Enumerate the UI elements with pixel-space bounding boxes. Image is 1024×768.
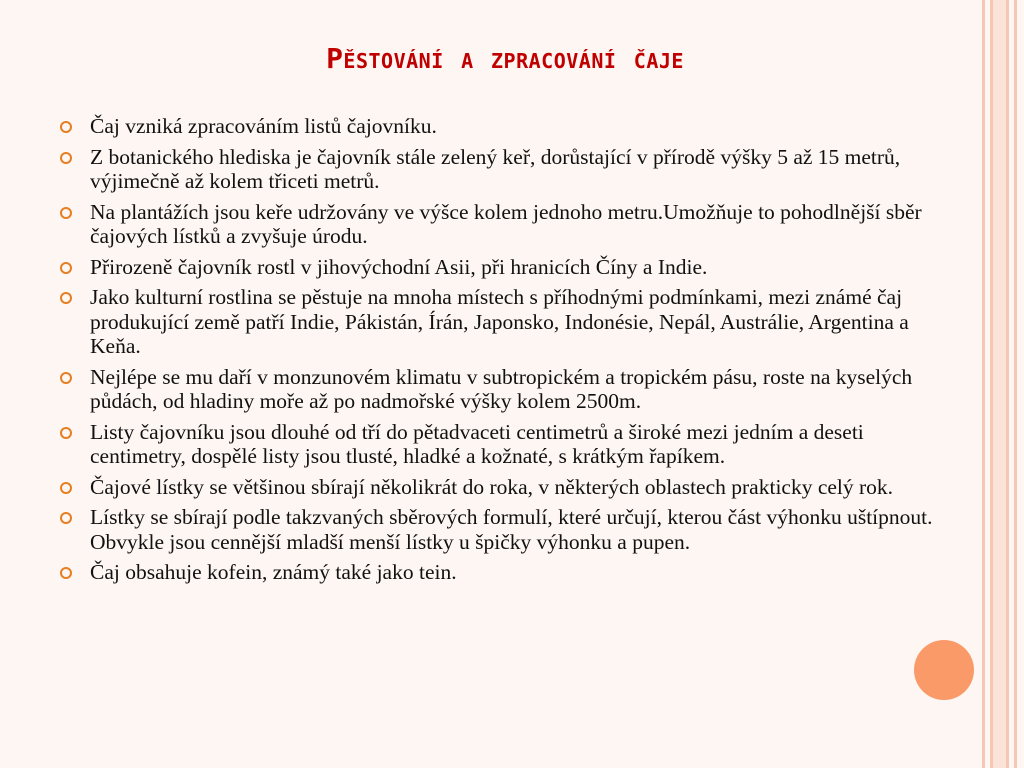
bullet-text: Na plantážích jsou keře udržovány ve výšce kolem jednoho metru.Umožňuje to pohodlnější sběr čajových lístků a zvyšuje úrodu. xyxy=(90,199,922,248)
hollow-circle-bullet-icon xyxy=(60,152,72,164)
bullet-text: Listy čajovníku jsou dlouhé od tří do pětadvaceti centimetrů a široké mezi jedním a deseti centimetry, dospělé listy jsou tlusté, hladké a kožnaté, s krátkým řapíkem. xyxy=(90,419,864,468)
bullet-item xyxy=(60,420,960,469)
bullet-list xyxy=(60,114,960,591)
hollow-circle-bullet-icon xyxy=(60,121,72,133)
right-stripes-decoration xyxy=(976,0,1024,768)
bullet-text: Čajové lístky se většinou sbírají několikrát do roka, v některých oblastech prakticky celý rok. xyxy=(90,474,894,499)
hollow-circle-bullet-icon xyxy=(60,207,72,219)
bullet-item xyxy=(60,560,960,585)
bullet-text: Čaj vzniká zpracováním listů čajovníku. xyxy=(90,114,437,138)
bullet-text: Z botanického hlediska je čajovník stále zelený keř, dorůstající v přírodě výšky 5 až 15 metrů, výjimečně až kolem třiceti metrů. xyxy=(90,144,901,193)
hollow-circle-bullet-icon xyxy=(60,427,72,439)
bullet-item xyxy=(60,285,960,359)
hollow-circle-bullet-icon xyxy=(60,262,72,274)
bullet-item xyxy=(60,145,960,194)
bullet-text: Jako kulturní rostlina se pěstuje na mnoha místech s příhodnými podmínkami, mezi známé čaj produkující země patří Indie, Pákistán, Írán, Japonsko, Indonésie, Nepál, Austrálie, Argentina a Keňa. xyxy=(90,285,909,358)
bullet-text: Lístky se sbírají podle takzvaných sběrových formulí, které určují, kterou část výhonku uštípnout. Obvykle jsou cennější mladší menší lístky u špičky výhonku a pupen. xyxy=(90,505,933,554)
bullet-text: Nejlépe se mu daří v monzunovém klimatu v subtropickém a tropickém pásu, roste na kyselých půdách, od hladiny moře až po nadmořské výšky kolem 2500m. xyxy=(90,364,913,413)
orange-circle-decoration xyxy=(914,640,974,700)
hollow-circle-bullet-icon xyxy=(60,372,72,384)
bullet-item xyxy=(60,475,960,500)
hollow-circle-bullet-icon xyxy=(60,512,72,524)
hollow-circle-bullet-icon xyxy=(60,482,72,494)
hollow-circle-bullet-icon xyxy=(60,567,72,579)
slide-title: Pěstování a zpracování čaje xyxy=(326,42,684,75)
bullet-item xyxy=(60,505,960,554)
bullet-item xyxy=(60,200,960,249)
bullet-text: Čaj obsahuje kofein, známý také jako tein. xyxy=(90,560,457,584)
bullet-item xyxy=(60,114,960,139)
bullet-item xyxy=(60,365,960,414)
hollow-circle-bullet-icon xyxy=(60,292,72,304)
bullet-item xyxy=(60,255,960,280)
bullet-text: Přirozeně čajovník rostl v jihovýchodní Asii, při hranicích Číny a Indie. xyxy=(90,254,708,279)
